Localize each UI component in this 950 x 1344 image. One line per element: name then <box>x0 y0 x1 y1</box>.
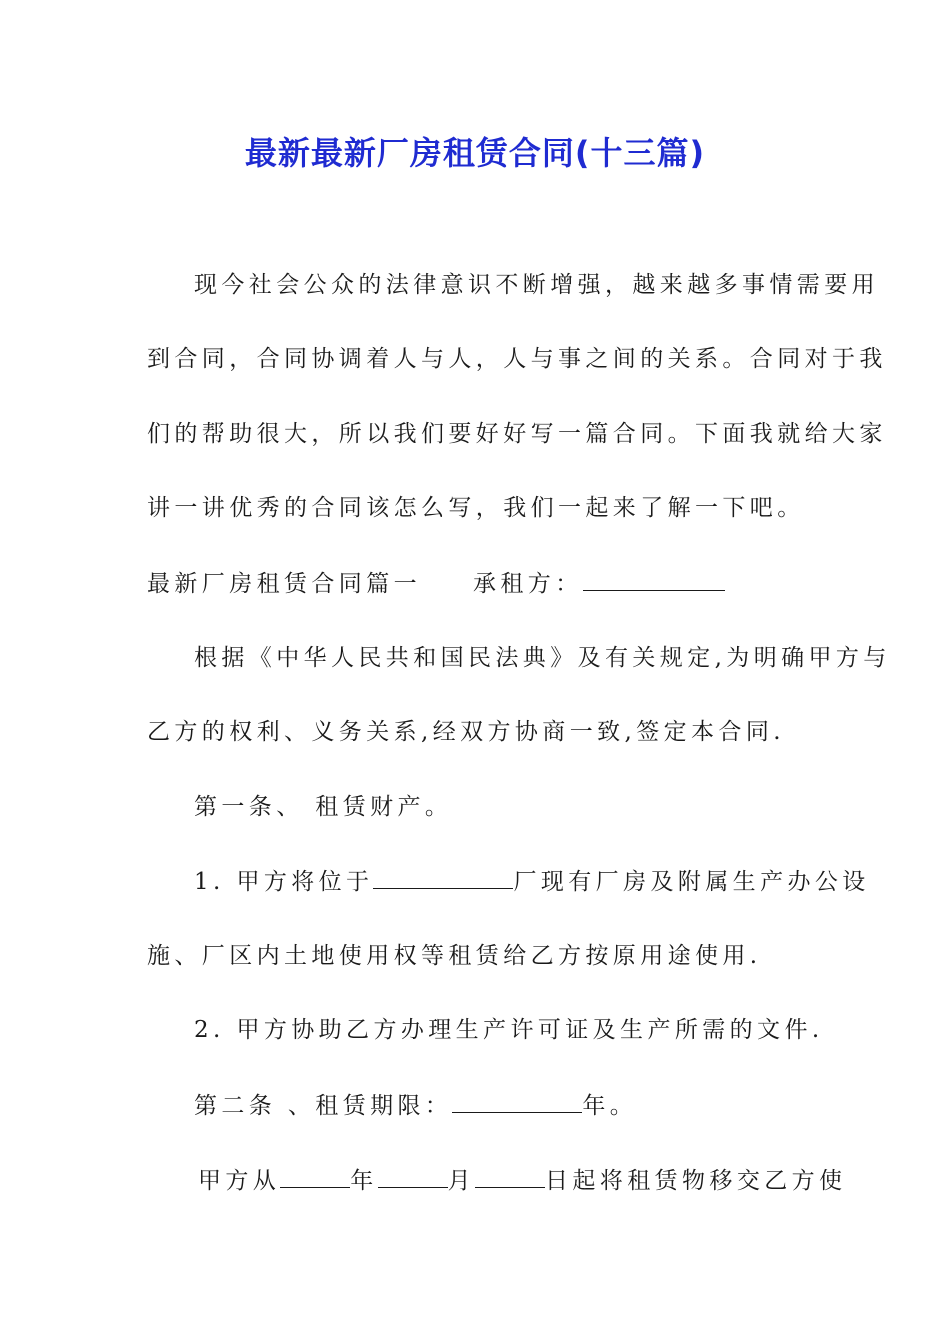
handover-suffix: 日起将租赁物移交乙方使 <box>545 1168 847 1194</box>
article2-prefix: 第二条 、租赁期限： <box>194 1093 453 1119</box>
handover-month: 月 <box>447 1168 476 1194</box>
handover-year: 年 <box>350 1168 378 1194</box>
intro-line-3: 们的帮助很大，所以我们要好好写一篇合同。下面我就给大家 <box>147 421 887 447</box>
handover-row <box>198 1165 846 1196</box>
item1-continued: 施、厂区内土地使用权等租赁给乙方按原用途使用. <box>147 943 762 969</box>
basis-line-2: 乙方的权利、义务关系,经双方协商一致,签定本合同. <box>147 719 785 745</box>
term-blank <box>452 1090 582 1113</box>
item2: 2. 甲方协助乙方办理生产许可证及生产所需的文件. <box>194 1017 824 1043</box>
intro-line-1: 现今社会公众的法律意识不断增强，越来越多事情需要用 <box>194 272 879 298</box>
item1-prefix: 1. 甲方将位于 <box>194 869 374 895</box>
lessee-blank <box>583 568 725 591</box>
item1-suffix: 厂现有厂房及附属生产办公设 <box>513 869 870 895</box>
location-blank <box>373 866 513 889</box>
month-blank <box>378 1165 448 1188</box>
article2-row <box>194 1090 637 1121</box>
article1-heading: 第一条、 租赁财产。 <box>194 794 453 820</box>
section-heading: 最新厂房租赁合同篇一 <box>147 571 421 597</box>
lessee-label: 承租方： <box>473 571 583 597</box>
intro-line-4: 讲一讲优秀的合同该怎么写，我们一起来了解一下吧。 <box>147 495 805 521</box>
item1-row <box>194 866 870 897</box>
handover-prefix: 甲方从 <box>198 1168 281 1194</box>
day-blank <box>475 1165 545 1188</box>
document-title: 最新最新厂房租赁合同(十三篇) <box>244 134 706 172</box>
article2-suffix: 年。 <box>582 1093 638 1119</box>
basis-line-1: 根据《中华人民共和国民法典》及有关规定,为明确甲方与 <box>194 645 891 671</box>
intro-line-2: 到合同，合同协调着人与人，人与事之间的关系。合同对于我 <box>147 346 887 372</box>
year-blank <box>280 1165 350 1188</box>
section-heading-row <box>147 568 725 599</box>
